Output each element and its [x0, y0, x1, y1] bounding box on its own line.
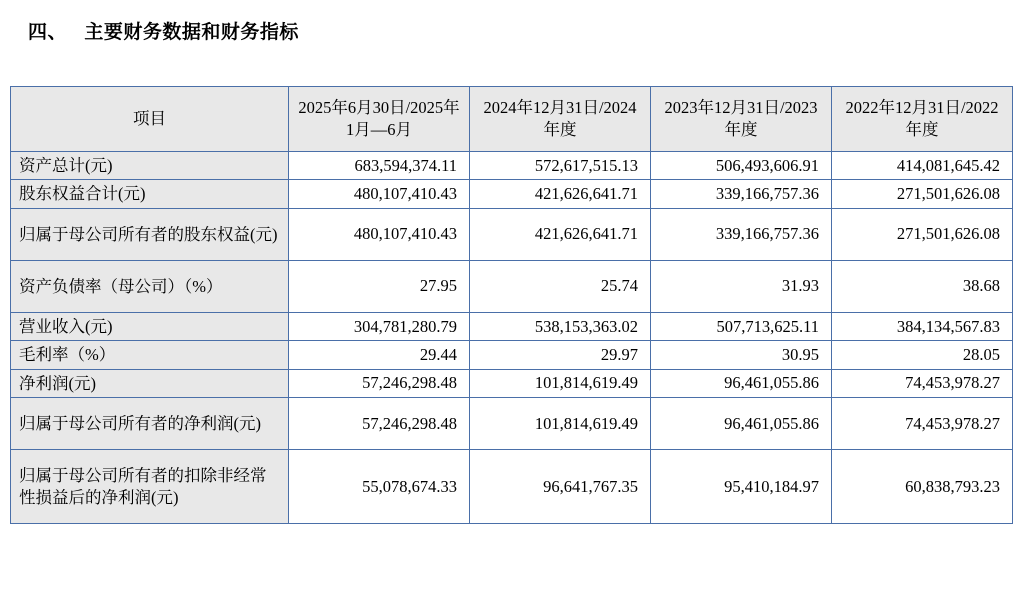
row-label: 归属于母公司所有者的净利润(元) — [11, 398, 289, 450]
row-value: 74,453,978.27 — [832, 398, 1013, 450]
row-value: 304,781,280.79 — [289, 312, 470, 340]
row-label: 资产总计(元) — [11, 152, 289, 180]
column-header-2024: 2024年12月31日/2024年度 — [470, 87, 651, 152]
table-row — [11, 180, 1013, 208]
row-value: 57,246,298.48 — [289, 369, 470, 397]
row-value: 96,461,055.86 — [651, 398, 832, 450]
table-row — [11, 341, 1013, 369]
table-header-row — [11, 87, 1013, 152]
row-value: 28.05 — [832, 341, 1013, 369]
table-row — [11, 260, 1013, 312]
row-value: 683,594,374.11 — [289, 152, 470, 180]
row-value: 31.93 — [651, 260, 832, 312]
row-label: 资产负债率（母公司）（%） — [11, 260, 289, 312]
document-page — [0, 17, 1023, 592]
row-label: 归属于母公司所有者的扣除非经常性损益后的净利润(元) — [11, 450, 289, 524]
row-value: 60,838,793.23 — [832, 450, 1013, 524]
table-header — [11, 87, 1013, 152]
row-value: 339,166,757.36 — [651, 180, 832, 208]
row-value: 30.95 — [651, 341, 832, 369]
row-value: 101,814,619.49 — [470, 398, 651, 450]
row-value: 95,410,184.97 — [651, 450, 832, 524]
row-value: 421,626,641.71 — [470, 208, 651, 260]
row-value: 38.68 — [832, 260, 1013, 312]
row-value: 414,081,645.42 — [832, 152, 1013, 180]
row-label: 股东权益合计(元) — [11, 180, 289, 208]
row-value: 101,814,619.49 — [470, 369, 651, 397]
column-header-2022: 2022年12月31日/2022年度 — [832, 87, 1013, 152]
table-row — [11, 398, 1013, 450]
row-value: 538,153,363.02 — [470, 312, 651, 340]
row-label: 净利润(元) — [11, 369, 289, 397]
table-row — [11, 208, 1013, 260]
table-body — [11, 152, 1013, 524]
table-row — [11, 450, 1013, 524]
table-row — [11, 369, 1013, 397]
row-value: 271,501,626.08 — [832, 180, 1013, 208]
row-label: 毛利率（%） — [11, 341, 289, 369]
row-value: 384,134,567.83 — [832, 312, 1013, 340]
row-value: 25.74 — [470, 260, 651, 312]
row-value: 27.95 — [289, 260, 470, 312]
page-title: 四、 主要财务数据和财务指标 — [28, 22, 299, 43]
table-row — [11, 152, 1013, 180]
row-value: 572,617,515.13 — [470, 152, 651, 180]
column-header-item: 项目 — [11, 87, 289, 152]
row-value: 421,626,641.71 — [470, 180, 651, 208]
row-value: 57,246,298.48 — [289, 398, 470, 450]
row-value: 339,166,757.36 — [651, 208, 832, 260]
row-value: 74,453,978.27 — [832, 369, 1013, 397]
row-value: 96,641,767.35 — [470, 450, 651, 524]
table-row — [11, 312, 1013, 340]
row-value: 29.97 — [470, 341, 651, 369]
row-value: 507,713,625.11 — [651, 312, 832, 340]
column-header-2023: 2023年12月31日/2023年度 — [651, 87, 832, 152]
row-value: 480,107,410.43 — [289, 180, 470, 208]
financial-table-container — [10, 86, 1013, 524]
row-value: 480,107,410.43 — [289, 208, 470, 260]
column-header-2025: 2025年6月30日/2025年1月—6月 — [289, 87, 470, 152]
row-value: 29.44 — [289, 341, 470, 369]
row-value: 506,493,606.91 — [651, 152, 832, 180]
row-value: 271,501,626.08 — [832, 208, 1013, 260]
financial-data-table — [10, 86, 1013, 524]
row-label: 营业收入(元) — [11, 312, 289, 340]
row-value: 96,461,055.86 — [651, 369, 832, 397]
row-value: 55,078,674.33 — [289, 450, 470, 524]
row-label: 归属于母公司所有者的股东权益(元) — [11, 208, 289, 260]
